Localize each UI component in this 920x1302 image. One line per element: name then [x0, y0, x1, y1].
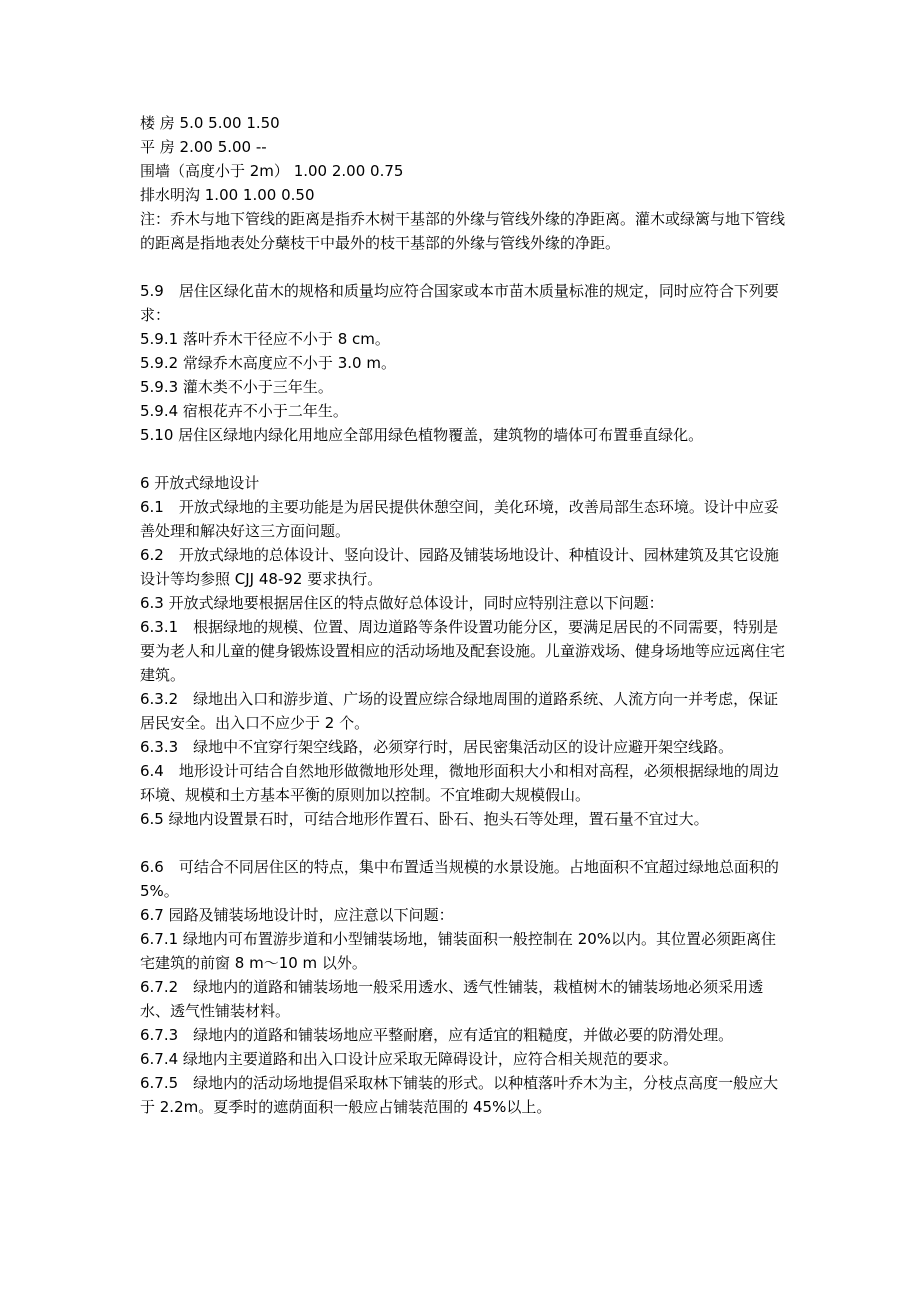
clause-6-3-3: 6.3.3 绿地中不宜穿行架空线路，必须穿行时，居民密集活动区的设计应避开架空线路。: [140, 738, 734, 756]
spacer: [140, 255, 785, 279]
note-paragraph: 注：乔木与地下管线的距离是指乔木树干基部的外缘与管线外缘的净距离。灌木或绿篱与地下管线的距离是指地表处分蘖枝干中最外的枝干基部的外缘与管线外缘的净距。: [140, 210, 786, 252]
clause-5-9-3: 5.9.3 灌木类不小于三年生。: [140, 378, 333, 396]
clause-6-3-1: 6.3.1 根据绿地的规模、位置、周边道路等条件设置功能分区，要满足居民的不同需要，特别是要为老人和儿童的健身锻炼设置相应的活动场地及配套设施。儿童游戏场、健身场地等应远离住宅建筑。: [140, 618, 786, 684]
clause-6-1: 6.1 开放式绿地的主要功能是为居民提供休憩空间，美化环境，改善局部生态环境。设计中应妥善处理和解决好这三方面问题。: [140, 498, 779, 540]
clause-6-7-1: 6.7.1 绿地内可布置游步道和小型铺装场地，铺装面积一般控制在 20%以内。其位置必须距离住宅建筑的前窗 8 m～10 m 以外。: [140, 930, 777, 972]
table-row: 楼 房 5.0 5.00 1.50: [140, 114, 280, 132]
clause-6-4: 6.4 地形设计可结合自然地形做微地形处理，微地形面积大小和相对高程，必须根据绿地的周边环境、规模和土方基本平衡的原则加以控制。不宜堆砌大规模假山。: [140, 762, 779, 804]
clause-6-7-4: 6.7.4 绿地内主要道路和出入口设计应采取无障碍设计，应符合相关规范的要求。: [140, 1050, 678, 1068]
clause-6-7-5: 6.7.5 绿地内的活动场地提倡采取林下铺装的形式。以种植落叶乔木为主，分枝点高度一般应大于 2.2m。夏季时的遮荫面积一般应占铺装范围的 45%以上。: [140, 1074, 779, 1116]
clause-5-10: 5.10 居住区绿地内绿化用地应全部用绿色植物覆盖，建筑物的墙体可布置垂直绿化。: [140, 426, 704, 444]
clause-6-3-2: 6.3.2 绿地出入口和游步道、广场的设置应综合绿地周围的道路系统、人流方向一并考虑，保证居民安全。出入口不应少于 2 个。: [140, 690, 779, 732]
table-row: 围墙（高度小于 2m） 1.00 2.00 0.75: [140, 162, 404, 180]
clause-6-7: 6.7 园路及铺装场地设计时，应注意以下问题：: [140, 906, 454, 924]
clause-6-2: 6.2 开放式绿地的总体设计、竖向设计、园路及铺装场地设计、种植设计、园林建筑及其它设施设计等均参照 CJJ 48-92 要求执行。: [140, 546, 779, 588]
clause-5-9-1: 5.9.1 落叶乔木干径应不小于 8 cm。: [140, 330, 390, 348]
clause-6-6: 6.6 可结合不同居住区的特点，集中布置适当规模的水景设施。占地面积不宜超过绿地总面积的 5%。: [140, 858, 779, 900]
clause-5-9-4: 5.9.4 宿根花卉不小于二年生。: [140, 402, 348, 420]
clause-5-9-2: 5.9.2 常绿乔木高度应不小于 3.0 m。: [140, 354, 396, 372]
clause-6-3: 6.3 开放式绿地要根据居住区的特点做好总体设计，同时应特别注意以下问题：: [140, 594, 664, 612]
table-row: 排水明沟 1.00 1.00 0.50: [140, 186, 315, 204]
clause-6-7-2: 6.7.2 绿地内的道路和铺装场地一般采用透水、透气性铺装，栽植树木的铺装场地必须采用透水、透气性铺装材料。: [140, 978, 764, 1020]
clause-6-7-3: 6.7.3 绿地内的道路和铺装场地应平整耐磨，应有适宜的粗糙度，并做必要的防滑处理。: [140, 1026, 734, 1044]
spacer: [140, 447, 785, 471]
section-6-heading: 6 开放式绿地设计: [140, 474, 260, 492]
clause-5-9: 5.9 居住区绿化苗木的规格和质量均应符合国家或本市苗木质量标准的规定，同时应符合下列要求：: [140, 282, 779, 324]
document-page: [140, 111, 785, 1119]
table-row: 平 房 2.00 5.00 --: [140, 138, 267, 156]
clause-6-5: 6.5 绿地内设置景石时，可结合地形作置石、卧石、抱头石等处理，置石量不宜过大。: [140, 810, 709, 828]
spacer: [140, 831, 785, 855]
